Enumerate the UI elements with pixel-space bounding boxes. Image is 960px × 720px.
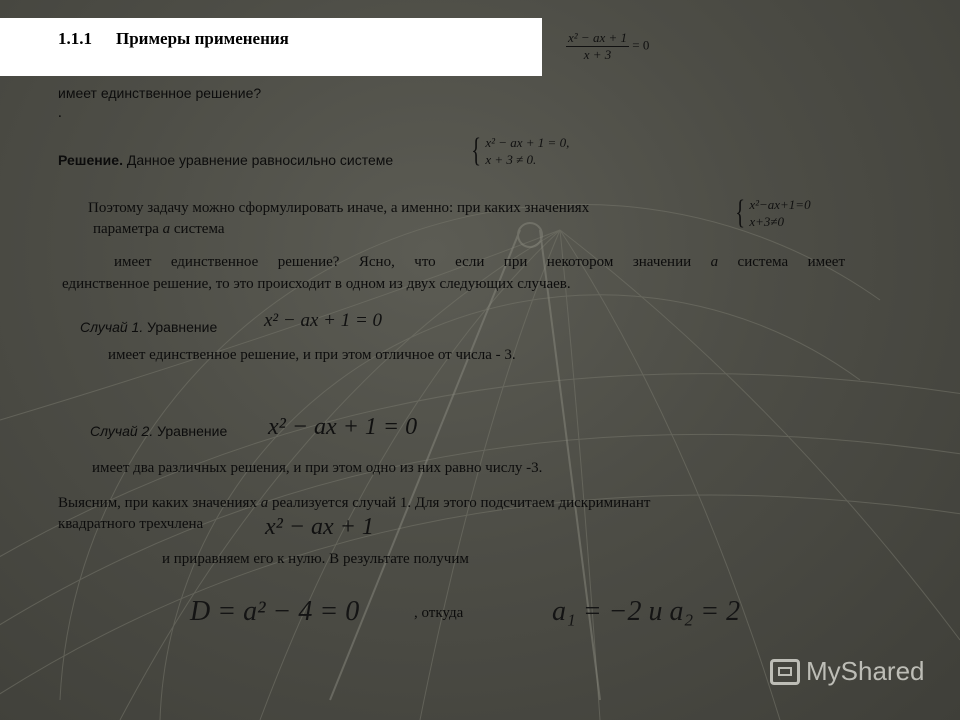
section-number: 1.1.1 [58, 29, 92, 48]
dot-text: . [58, 105, 62, 121]
text-fragment: система [170, 221, 225, 237]
section-title: Примеры применения [116, 29, 289, 48]
formula-top [566, 30, 649, 63]
formula-top-rhs: = 0 [632, 37, 650, 53]
system-1 [468, 134, 569, 168]
solution-label: Решение. [58, 152, 123, 168]
system-2-line2: x+3≠0 [749, 214, 785, 229]
case-2-text: имеет два различных решения, и при этом одно из них равно числу -3. [92, 460, 543, 476]
presentation-board-icon [770, 659, 800, 685]
system-1-line2: x + 3 ≠ 0. [485, 152, 537, 167]
case-1-heading [80, 318, 217, 336]
case-1-equation: x² − ax + 1 = 0 [264, 310, 383, 331]
formula-top-denominator: x + 3 [583, 47, 612, 62]
text-fragment: система имеет [718, 254, 845, 270]
roots-equation: a₁ = −2 и a₂ = 2 [552, 596, 741, 627]
trinomial: x² − ax + 1 [265, 514, 374, 540]
left-brace: { [471, 132, 482, 169]
watermark-logo[interactable] [770, 656, 925, 687]
paragraph-2-line1: Поэтому задачу можно сформулировать иначе, а именно: при каких значениях [88, 200, 590, 216]
system-1-line1: x² − ax + 1 = 0, [485, 135, 570, 150]
question-text: имеет единственное решение? [58, 85, 262, 101]
parameter-a: a [162, 221, 171, 237]
case-1-label: Случай 1. [80, 319, 144, 335]
text-fragment: реализуется случай 1. Для этого подсчитаем дискриминант [268, 495, 651, 511]
paragraph-4-line3: и приравняем его к нулю. В результате получим [162, 551, 469, 567]
case-1-text: имеет единственное решение, и при этом отличное от числа - 3. [108, 347, 516, 363]
paragraph-3-line1 [114, 253, 845, 271]
text-fragment: параметра [93, 221, 163, 237]
paragraph-4-line1 [58, 494, 650, 512]
paragraph-3-line2: единственное решение, то это происходит в одном из двух следующих случаев. [62, 276, 571, 292]
case-2-heading [90, 422, 227, 440]
case-1-word: Уравнение [147, 319, 218, 335]
paragraph-2-line2 [93, 220, 225, 238]
whence-text: , откуда [414, 605, 464, 621]
paragraph-4-line2: квадратного трехчлена [58, 516, 204, 532]
system-2-line1: x²−ax+1=0 [749, 197, 811, 212]
watermark-text: MyShared [806, 656, 925, 686]
system-2 [732, 196, 811, 230]
case-2-equation: x² − ax + 1 = 0 [268, 414, 418, 440]
case-2-word: Уравнение [157, 423, 228, 439]
discriminant-equation: D = a² − 4 = 0 [190, 596, 360, 627]
solution-line [58, 151, 393, 169]
case-2-label: Случай 2. [90, 423, 154, 439]
text-fragment: Выясним, при каких значениях [58, 495, 261, 511]
left-brace: { [735, 194, 746, 231]
text-fragment: имеет единственное решение? Ясно, что если при некотором значении [114, 254, 711, 270]
formula-top-numerator: x² − ax + 1 [568, 30, 627, 45]
solution-text: Данное уравнение равносильно системе [126, 152, 394, 168]
parameter-a: a [260, 495, 269, 511]
parameter-a: a [710, 254, 719, 270]
